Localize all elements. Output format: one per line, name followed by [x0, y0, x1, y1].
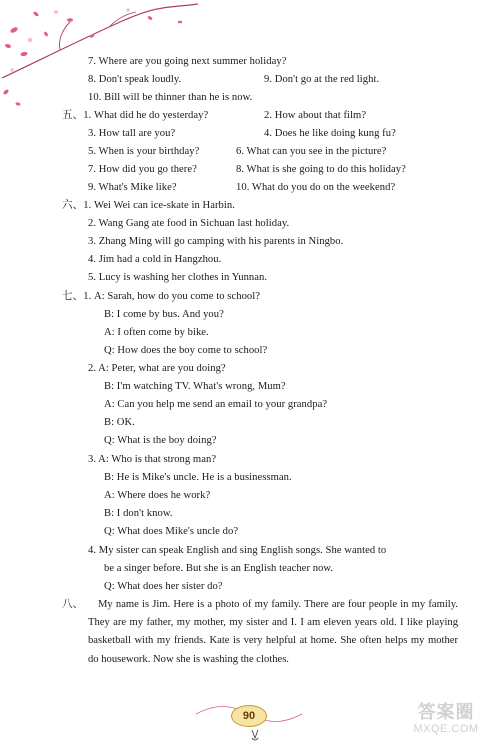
text-line: 4. My sister can speak English and sing English songs. She wanted to	[88, 545, 387, 556]
text-line: 2. How about that film?	[264, 110, 367, 121]
petal-icon	[3, 89, 10, 96]
petal-icon	[147, 16, 153, 21]
text-line: B: I'm watching TV. What's wrong, Mum?	[104, 381, 286, 392]
watermark-title: 答案圈	[417, 702, 475, 722]
text-line: 六、1. Wei Wei can ice-skate in Harbin.	[62, 200, 235, 211]
text-line: 五、1. What did he do yesterday?	[62, 110, 209, 121]
blossom-icon	[28, 38, 32, 42]
text-line: A: I often come by bike.	[104, 327, 209, 338]
petal-icon	[67, 18, 73, 21]
text-line: Q: What does Mike's uncle do?	[104, 526, 239, 537]
blossom-icon	[126, 8, 129, 11]
text-line: A: Can you help me send an email to your grandpa?	[104, 399, 328, 410]
text-line: 4. Does he like doing kung fu?	[264, 128, 396, 139]
petal-icon	[43, 31, 48, 37]
text-line: 7. How did you go there?	[88, 164, 197, 175]
page-number-badge: 90	[231, 705, 267, 727]
text-line: B: OK.	[104, 417, 135, 428]
text-line: 2. A: Peter, what are you doing?	[88, 363, 226, 374]
watermark-logo	[400, 702, 492, 736]
petal-icon	[20, 51, 28, 56]
branch-icon	[110, 12, 136, 26]
text-line: 3. A: Who is that strong man?	[88, 454, 217, 465]
text-line: Q: How does the boy come to school?	[104, 345, 268, 356]
text-line: Q: What is the boy doing?	[104, 435, 217, 446]
text-line: Q: What does her sister do?	[104, 581, 223, 592]
text-line: 3. Zhang Ming will go camping with his parents in Ningbo.	[88, 236, 344, 247]
text-line: be a singer before. But she is an English teacher now.	[104, 563, 334, 574]
text-line: 7. Where are you going next summer holiday?	[88, 56, 287, 67]
text-line: 9. Don't go at the red light.	[264, 74, 380, 85]
text-line: 2. Wang Gang ate food in Sichuan last holiday.	[88, 218, 290, 229]
section-8-paragraph: My name is Jim. Here is a photo of my family. There are four people in my family. They are my father, my mother, my sister and I. I am eleven years old. I like playing basketball with my friends. Kate is very helpful at home. She often helps my mother do housework. Now she is washing the clothes.	[88, 599, 458, 665]
text-line: 八、	[62, 599, 84, 610]
blossom-icon	[10, 68, 13, 71]
footer-cat-icon	[252, 730, 258, 740]
text-line: 8. Don't speak loudly.	[88, 74, 182, 85]
petal-icon	[15, 102, 21, 106]
text-line: 6. What can you see in the picture?	[236, 146, 387, 157]
text-line: B: I don't know.	[104, 508, 173, 519]
petal-icon	[5, 43, 12, 48]
text-line: 5. When is your birthday?	[88, 146, 200, 157]
petal-icon	[178, 21, 182, 24]
text-line: 七、1. A: Sarah, how do you come to school?	[62, 291, 261, 302]
text-line: 8. What is she going to do this holiday?	[236, 164, 406, 175]
watermark-url: MXQE.COM	[413, 723, 479, 735]
text-line: 5. Lucy is washing her clothes in Yunnan.	[88, 272, 268, 283]
petal-icon	[33, 11, 40, 17]
text-line: 9. What's Mike like?	[88, 182, 177, 193]
text-line: 3. How tall are you?	[88, 128, 176, 139]
text-line: B: I come by bus. And you?	[104, 309, 224, 320]
text-line: B: He is Mike's uncle. He is a businessman.	[104, 472, 292, 483]
text-line: 10. What do you do on the weekend?	[236, 182, 396, 193]
text-line: 10. Bill will be thinner than he is now.	[88, 92, 253, 103]
text-line: 4. Jim had a cold in Hangzhou.	[88, 254, 222, 265]
text-line: A: Where does he work?	[104, 490, 211, 501]
blossom-icon	[54, 10, 58, 14]
petal-icon	[9, 26, 18, 34]
